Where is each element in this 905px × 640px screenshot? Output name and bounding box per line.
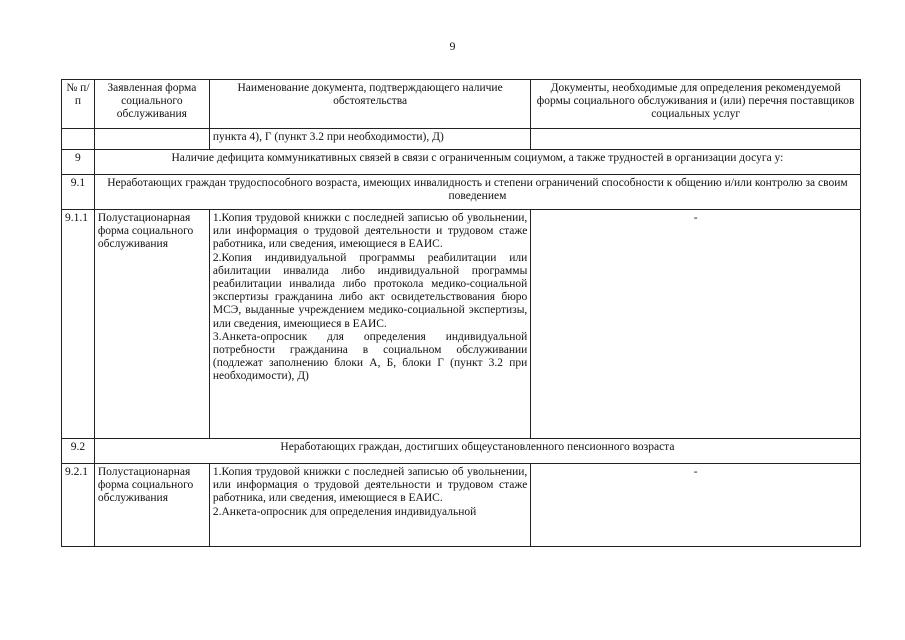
section-9-2-num: 9.2 <box>62 439 95 464</box>
table-header-row <box>62 80 861 129</box>
section-9-num: 9 <box>62 150 95 175</box>
table-row-continuation <box>62 129 861 150</box>
row-9-2-1-recommend: - <box>531 464 861 547</box>
row-9-2-1-docs <box>209 464 530 547</box>
page-number: 9 <box>449 39 456 53</box>
section-9-title: Наличие дефицита коммуникативных связей в связи с ограниченным социумом, а также трудностей в организации досуга у: <box>94 150 860 175</box>
table-row-section-9-1 <box>62 175 861 210</box>
row-9-1-1-form: Полустационарная форма социального обслуживания <box>94 210 209 439</box>
row-9-1-1-recommend: - <box>531 210 861 439</box>
row-9-1-1-num: 9.1.1 <box>62 210 95 439</box>
section-9-1-title: Неработающих граждан трудоспособного возраста, имеющих инвалидность и степени ограничений способности к общению и/или контролю за своим поведением <box>94 175 860 210</box>
cell-empty <box>94 129 209 150</box>
table-row-section-9 <box>62 150 861 175</box>
cell-docs-continuation: пункта 4), Г (пункт 3.2 при необходимости), Д) <box>209 129 530 150</box>
header-num: № п/п <box>62 80 95 129</box>
header-form: Заявленная форма социального обслуживания <box>94 80 209 129</box>
cell-empty <box>531 129 861 150</box>
doc-item: 1.Копия трудовой книжки с последней записью об увольнении, или информация о трудовой деятельности и трудовом стаже работника, или сведения, имеющиеся в ЕАИС. <box>212 466 528 505</box>
table-row-section-9-2 <box>62 439 861 464</box>
doc-item: 2.Анкета-опросник для определения индивидуальной <box>212 505 477 518</box>
row-9-1-1-docs <box>209 210 530 439</box>
document-table <box>61 79 861 547</box>
table-row-9-1-1 <box>62 210 861 439</box>
section-9-1-num: 9.1 <box>62 175 95 210</box>
row-9-2-1-form: Полустационарная форма социального обслуживания <box>94 464 209 547</box>
doc-item: 2.Копия индивидуальной программы реабилитации или абилитации инвалида либо индивидуальной программы реабилитации инвалида либо протокола медико-социальной экспертизы гражданина либо акт освидетельствования бюро МСЭ, выданные учреждением медико-социальной экспертизы, или сведения, имеющиеся в ЕАИС. <box>212 251 528 330</box>
cell-empty <box>62 129 95 150</box>
header-docs: Наименование документа, подтверждающего наличие обстоятельства <box>209 80 530 129</box>
row-9-2-1-num: 9.2.1 <box>62 464 95 547</box>
header-recommend: Документы, необходимые для определения рекомендуемой формы социального обслуживания и (или) перечня поставщиков социальных услуг <box>531 80 861 129</box>
table-row-9-2-1 <box>62 464 861 547</box>
section-9-2-title: Неработающих граждан, достигших общеустановленного пенсионного возраста <box>94 439 860 464</box>
doc-item: 3.Анкета-опросник для определения индивидуальной потребности гражданина в социальном обслуживании (подлежат заполнению блоки А, Б, блоки Г (пункт 3.2 при необходимости), Д) <box>212 330 528 383</box>
doc-item: 1.Копия трудовой книжки с последней записью об увольнении, или информация о трудовой деятельности и трудовом стаже работника, или сведения, имеющиеся в ЕАИС. <box>212 212 528 251</box>
